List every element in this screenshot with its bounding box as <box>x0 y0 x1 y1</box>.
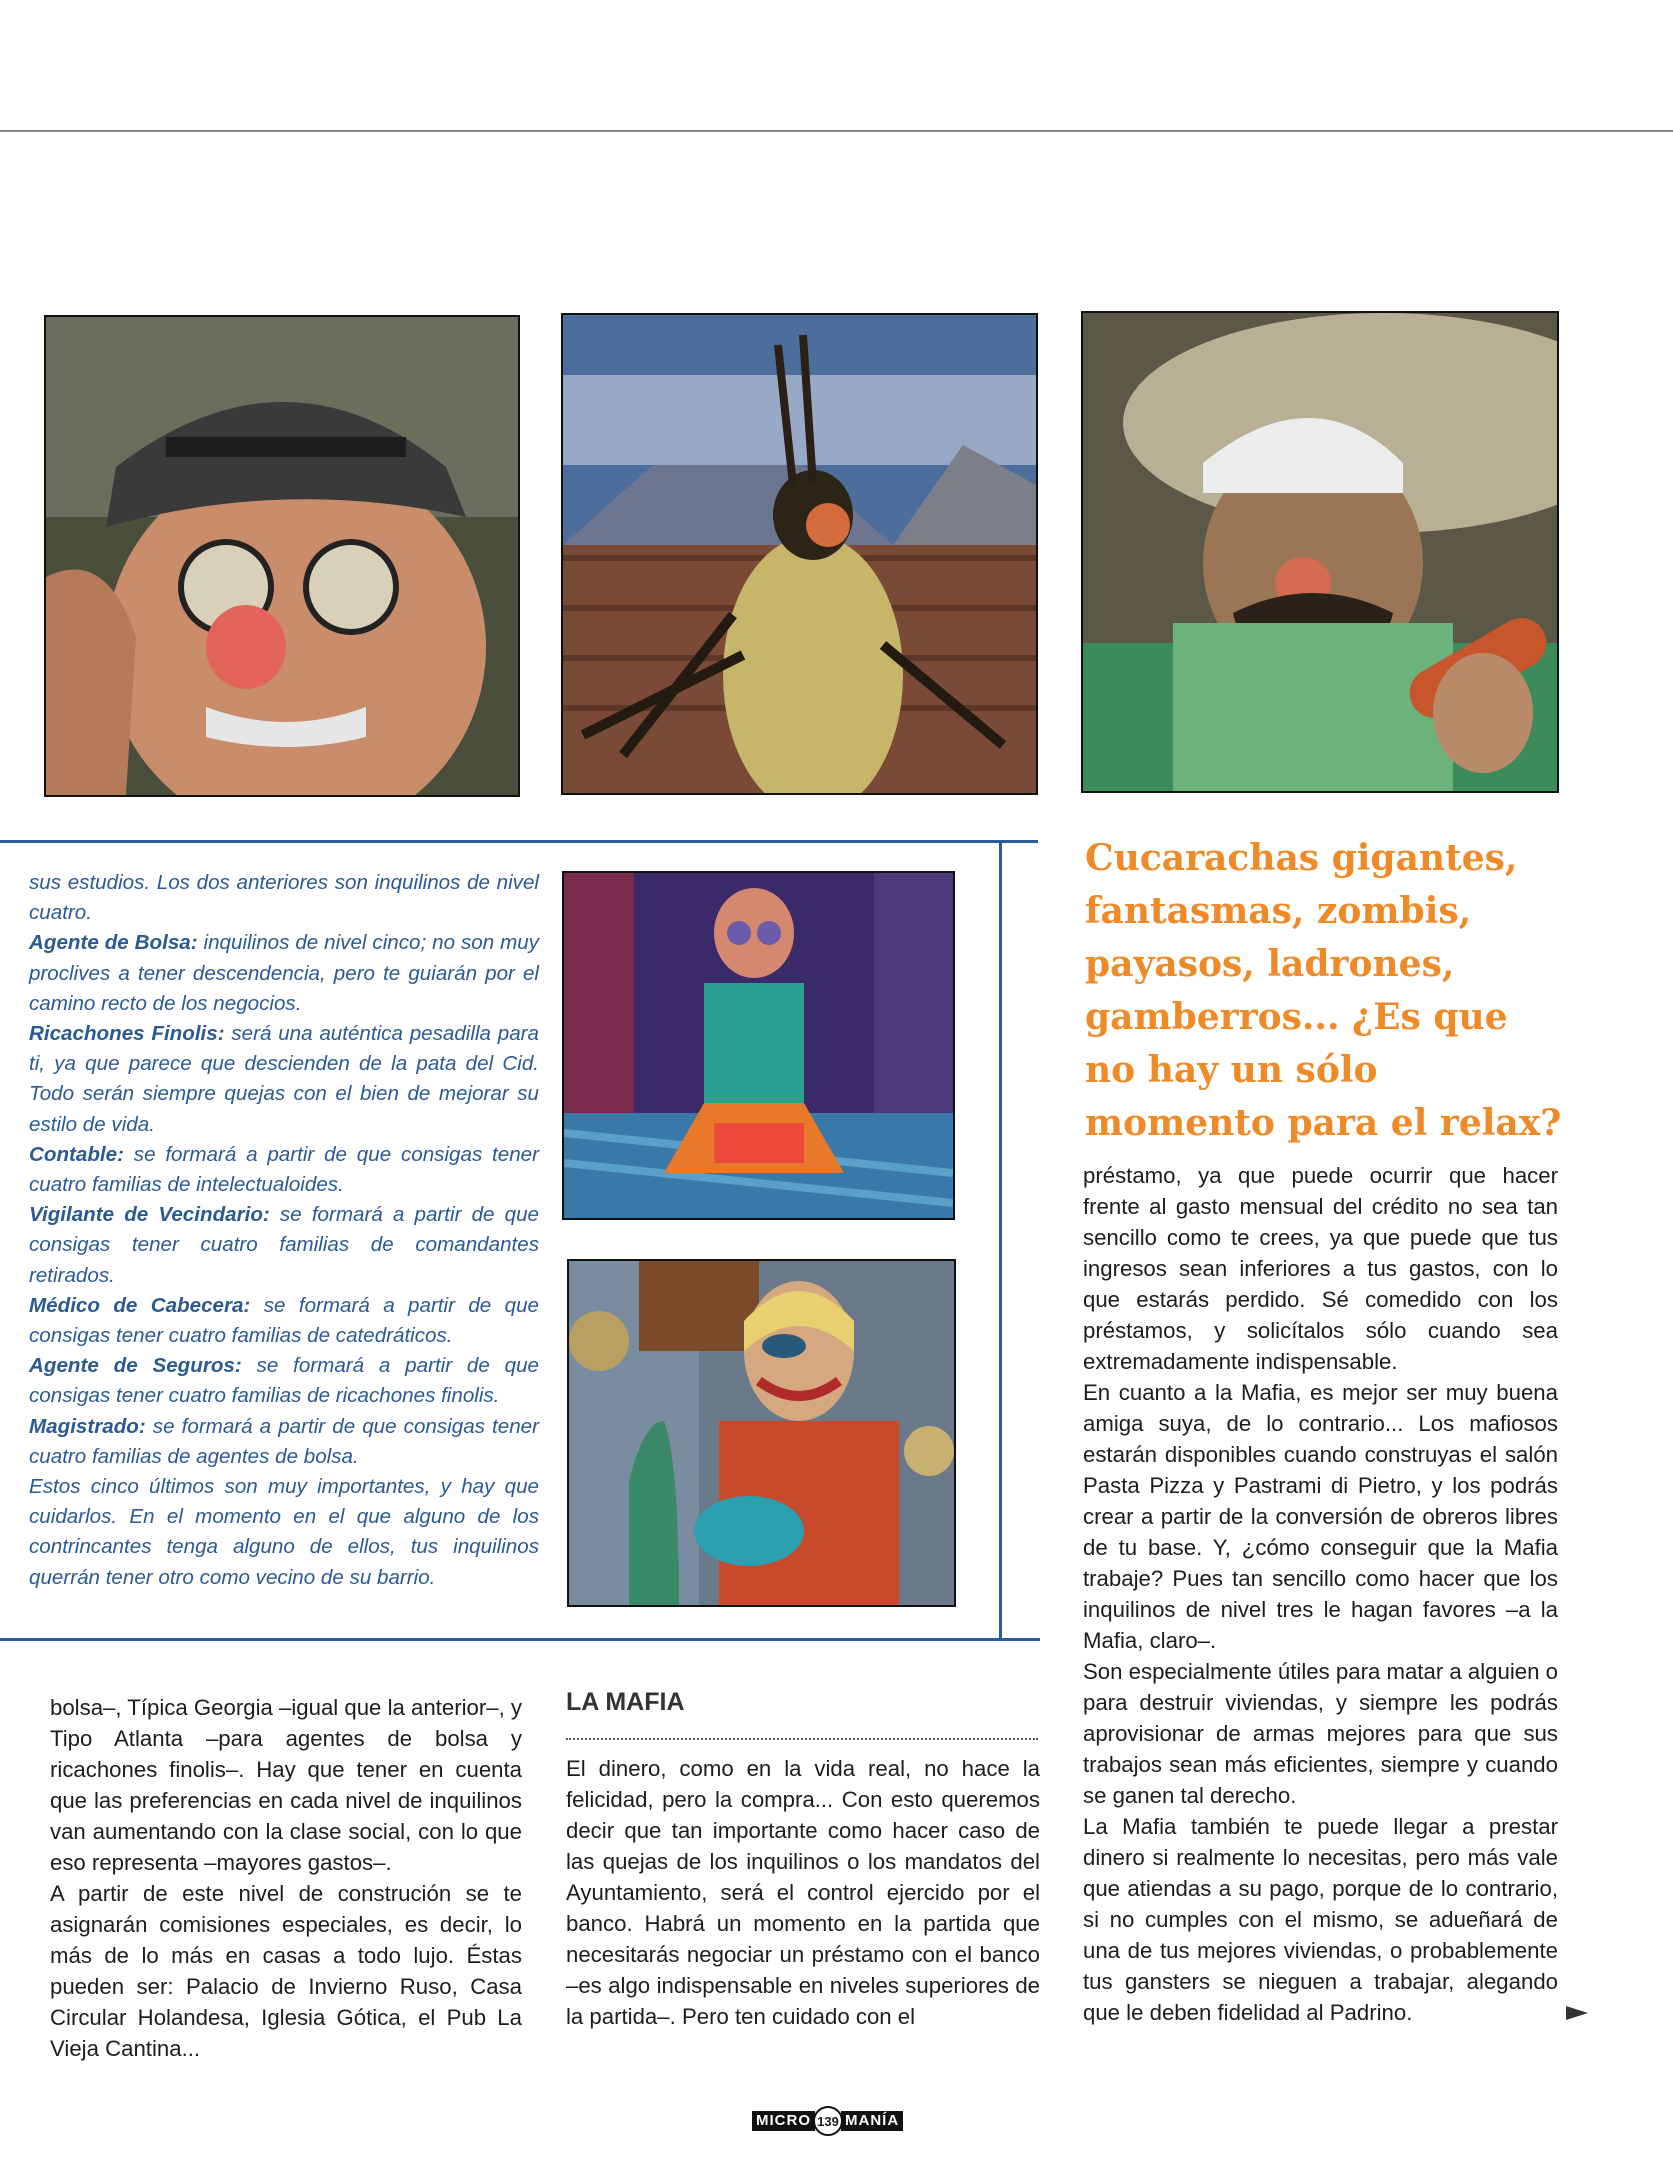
pull-quote-line: no hay un sólo <box>1085 1049 1378 1091</box>
logo-word-left: MICRO <box>752 2111 815 2131</box>
heading-dotted-rule <box>566 1738 1038 1740</box>
sidebar-paragraph: Magistrado: se formará a partir de que consigas tener cuatro familias de agentes de bolsa. <box>29 1414 539 1468</box>
section-heading-la-mafia: LA MAFIA <box>566 1688 685 1716</box>
article-paragraph: El dinero, como en la vida real, no hace la felicidad, pero la compra... Con esto queremos decir que tan importante como hacer caso de las quejas de los inquilinos o los mandatos del Ayuntamiento, será el control ejercido por el banco. Habrá un momento en la partida que necesitarás negociar un préstamo con el banco –es algo indispensable en niveles superiores de la partida–. Pero ten cuidado con el <box>566 1756 1040 2029</box>
photo-giant-cockroach <box>561 313 1038 795</box>
article-column-middle <box>566 1753 1040 2032</box>
page-number: 139 <box>813 2106 843 2136</box>
sidebar-paragraph: Vigilante de Vecindario: se formará a partir de que consigas tener cuatro familias de comandantes retirados. <box>29 1203 540 1287</box>
sidebar-paragraph: Ricachones Finolis: será una auténtica pesadilla para ti, ya que parece que descienden de la pata del Cid. Todo serán siempre quejas con el bien de mejorar su estilo de vida. <box>29 1022 539 1136</box>
continue-arrow-icon <box>1566 2006 1588 2020</box>
article-column-left <box>50 1692 522 2064</box>
pull-quote-line: gamberros... ¿Es que <box>1085 996 1508 1038</box>
pull-quote-line: Cucarachas gigantes, <box>1085 837 1518 879</box>
article-column-right <box>1083 1160 1558 2028</box>
article-paragraph: préstamo, ya que puede ocurrir que hacer frente al gasto mensual del crédito no sea tan sencillo como te crees, ya que puede que tus ingresos sean inferiores a tus gastos, con lo que estarás perdido. Sé comedido con los préstamos, y solicítalos sólo cuando sea extremadamente indispensable. <box>1083 1163 1558 1374</box>
sidebar-paragraph: Agente de Bolsa: inquilinos de nivel cinco; no son muy proclives a tener descendencia, pero te guiarán por el camino recto de los negocios. <box>29 931 539 1015</box>
pull-quote-line: momento para el relax? <box>1085 1102 1562 1144</box>
article-paragraph: La Mafia también te puede llegar a prestar dinero si realmente lo necesitas, pero más vale que atiendas a su pago, porque de lo contrario, si no cumples con el mismo, se adueñará de una de tus mejores viviendas, o probablemente tus gansters se nieguen a trabajar, alegando que le deben fidelidad al Padrino. <box>1083 1814 1558 2025</box>
article-paragraph: bolsa–, Típica Georgia –igual que la anterior–, y Tipo Atlanta –para agentes de bolsa y ricachones finolis–. Hay que tener en cuenta que las preferencias en cada nivel de inquilinos van aumentando con la clase social, con lo que eso representa –mayores gastos–. <box>50 1695 522 1875</box>
sidebar-tenant-types <box>29 868 539 1593</box>
article-paragraph: En cuanto a la Mafia, es mejor ser muy buena amiga suya, de lo contrario... Los mafiosos estarán disponibles cuando construyas el salón Pasta Pizza y Pastrami di Pietro, y los podrás crear a partir de la conversión de obreros libres de tu base. Y, ¿cómo conseguir que la Mafia trabaje? Pues tan sencillo como hacer que los inquilinos de nivel tres le hagan favores –a la Mafia, claro–. <box>1083 1380 1558 1653</box>
sidebar-paragraph: Contable: se formará a partir de que consigas tener cuatro familias de intelectualoides. <box>29 1142 539 1197</box>
article-paragraph: A partir de este nivel de construción se te asignarán comisiones especiales, es decir, lo más de lo más en casas a todo lujo. Éstas pueden ser: Palacio de Invierno Ruso, Casa Circular Holandesa, Iglesia Gótica, el Pub La Vieja Cantina... <box>50 1881 522 2061</box>
logo-word-right: MANÍA <box>841 2111 903 2131</box>
photo-chef-mustache-character <box>1081 311 1559 793</box>
sidebar-paragraph: Médico de Cabecera: se formará a partir de que consigas tener cuatro familias de catedráticos. <box>29 1293 539 1348</box>
sidebar-paragraph: Estos cinco últimos son muy importantes, y hay que cuidarlos. En el momento en el que alguno de los contrincantes tenga alguno de ellos, tus inquilinos querrán tener otro como vecino de su barrio. <box>29 1475 539 1589</box>
pull-quote-line: fantasmas, zombis, <box>1085 890 1472 932</box>
pull-quote-line: payasos, ladrones, <box>1085 943 1455 985</box>
photo-hippie-character <box>562 871 955 1220</box>
sidebar-paragraph: Agente de Seguros: se formará a partir de que consigas tener cuatro familias de ricachones finolis. <box>29 1354 540 1408</box>
article-paragraph: Son especialmente útiles para matar a alguien o para destruir viviendas, y siempre les podrás aprovisionar de armas mejores para que sus trabajos sean más eficientes, siempre y cuando se ganen tal derecho. <box>1083 1659 1558 1808</box>
magazine-logo-footer <box>752 2107 903 2135</box>
sidebar-paragraph: sus estudios. Los dos anteriores son inquilinos de nivel cuatro. <box>29 871 539 925</box>
photo-professor-character <box>44 315 520 797</box>
top-rule <box>0 130 1673 132</box>
sidebar-box-top-rule <box>0 840 1038 843</box>
photo-woman-with-bottle <box>567 1259 956 1607</box>
pull-quote <box>1085 832 1585 1150</box>
sidebar-box-right-rule <box>999 840 1002 1639</box>
sidebar-box-bottom-rule <box>0 1638 1040 1641</box>
